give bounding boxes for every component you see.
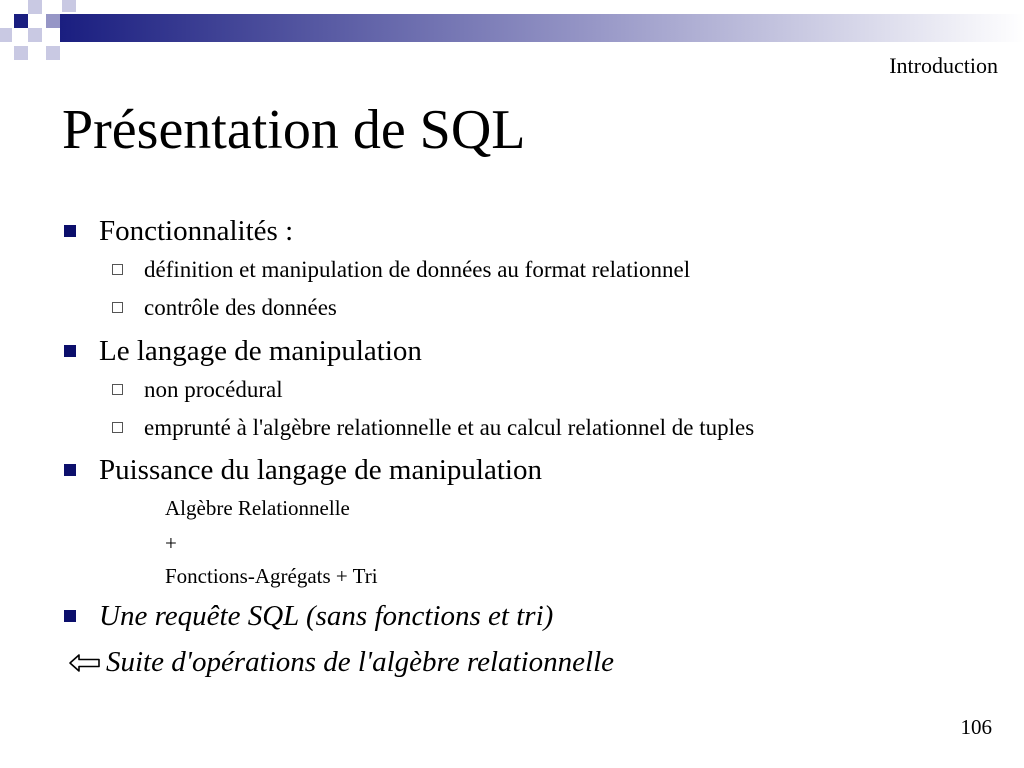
sub-bullet-text: contrôle des données [144,295,337,320]
square-bullet-icon [64,345,76,357]
bullet-item [64,453,542,487]
conclusion-line [68,645,614,679]
square-bullet-icon [64,464,76,476]
sub-bullet-item [112,294,337,322]
bullet-item [64,599,553,633]
hollow-square-bullet-icon [112,302,123,313]
banner-square [28,0,42,14]
banner-square [28,28,42,42]
page-number: 106 [960,715,992,739]
square-bullet-icon [64,225,76,237]
section-label: Introduction [889,53,998,78]
banner-square [46,46,60,60]
banner-square [14,14,28,28]
hollow-square-bullet-icon [112,384,123,395]
formula-line: Algèbre Relationnelle [165,496,350,520]
sub-bullet-text: définition et manipulation de données au format relationnel [144,257,691,282]
bullet-text: Le langage de manipulation [99,335,422,367]
formula-line: Fonctions-Agrégats + Tri [165,564,378,588]
bullet-text: Fonctionnalités : [99,215,294,247]
sub-bullet-item [112,414,754,442]
bullet-text: Une requête SQL (sans fonctions et tri) [99,600,554,632]
conclusion-text: Suite d'opérations de l'algèbre relationnelle [106,646,614,678]
banner-square [62,0,76,12]
bullet-item [64,334,422,368]
title-banner-decoration [0,0,1024,64]
formula-line: + [165,531,177,555]
sub-bullet-item [112,256,690,284]
sub-bullet-text: emprunté à l'algèbre relationnelle et au calcul relationnel de tuples [144,415,755,440]
square-bullet-icon [64,610,76,622]
bullet-text: Puissance du langage de manipulation [99,454,542,486]
banner-square [14,46,28,60]
banner-square [0,28,12,42]
hollow-square-bullet-icon [112,264,123,275]
hollow-square-bullet-icon [112,422,123,433]
banner-square [46,14,60,28]
banner-gradient-band [60,14,1024,42]
slide-title: Présentation de SQL [62,99,526,161]
hollow-double-arrow-icon [68,653,102,673]
bullet-item [64,214,293,248]
sub-bullet-text: non procédural [144,377,283,402]
sub-bullet-item [112,376,283,404]
